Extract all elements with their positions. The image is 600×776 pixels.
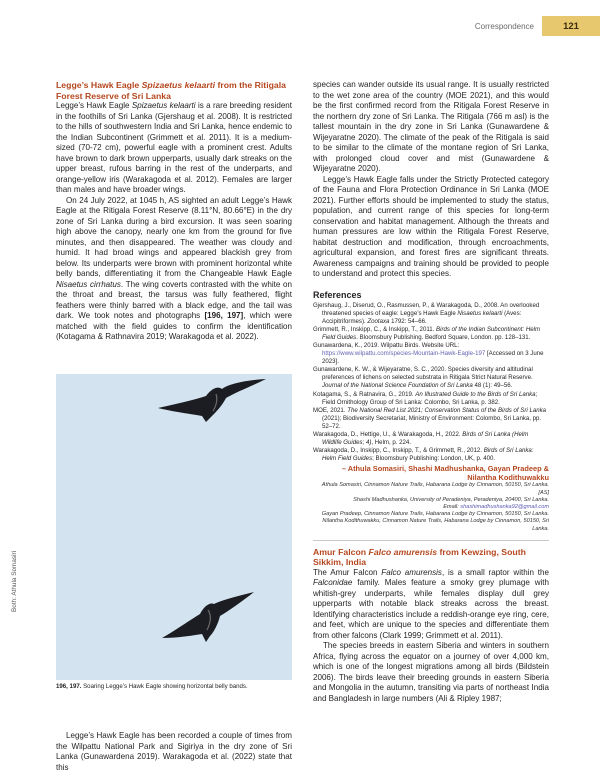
reference-item: Warakagoda, D., Inskipp, C., Inskipp, T., & Grimmett, R., 2012. Birds of Sri Lanka: Helm Field Guides; Bloomsbury Publishing: London, UK, p. 400. [313,447,534,463]
paragraph: The species breeds in eastern Siberia and winters in southern Africa, flying across the equator on a journey of over 4,000 km, which is one of the longest migrations among all birds (Bildstein 2006). The birds leave their breeding grounds in eastern Siberia and Mongolia in the autumn, transiting via parts of northeast India and Bangladesh in large numbers (Ali & Ripley 1987; [313,641,549,703]
reference-item: Kotagama, S., & Ratnavira, G., 2019. An Illustrated Guide to the Birds of Sri Lanka; Field Ornithology Group of Sri Lanka: Colombo, Sri Lanka, p. 382. [313,390,538,406]
right-column [313,80,549,704]
soaring-eagle-image [156,378,268,424]
reference-item: MOE, 2021. The National Red List 2021; Conservation Status of the Birds of Sri Lanka (2021); Biodiversity Secretariat, Ministry of Environment: Colombo, Sri Lanka, pp. 52–72. [313,406,547,430]
paragraph: Legge’s Hawk Eagle has been recorded a couple of times from the Wilpattu National Park and Sigiriya in the dry zone of Sri Lanka (Gunawardena 2019). Warakagoda et al. (2022) state that this [56,731,292,772]
reference-link[interactable]: https://www.wilpattu.com/species-Mountain-Hawk-Eagle-197 [322,350,486,358]
reference-item: Gunawardene, K. W., & Wijeyaratne, S. C., 2020. Species diversity and altitudinal preferences of lichens on selected substrata in Ritigala Strict Natural Reserve. Journal of the National Science Foundation of Sri Lanka 48 (1): 49–56. [313,366,533,390]
eagle-photo [56,374,292,680]
reference-item: Grimmett, R., Inskipp, C., & Inskipp, T., 2011. Birds of the Indian Subcontinent: Helm Field Guides. Bloomsbury Publishing. Bedford Square, London. pp. 128–131. [313,325,541,341]
left-column [56,80,292,343]
section-divider [313,540,549,541]
figure-caption: 196, 197. Soaring Legge’s Hawk Eagle showing horizontal belly bands. [56,683,248,690]
reference-item: Gunawardena, K., 2019. Wilpattu Birds. Website URL: https://www.wilpattu.com/species-Mountain-Hawk-Eagle-197 [Accessed on 3 June 2023]. [313,341,544,366]
article-title: Amur Falcon Falco amurensis from Kewzing, South Sikkim, India [313,546,526,568]
reference-item: Warakagoda, D., Hettige, U., & Warakagoda, H., 2022. Birds of Sri Lanka (Helm Wildlife Guides; 4), Helm, p. 224. [313,431,529,447]
paragraph: species can wander outside its usual range. It is usually restricted to the wet zone area of the country (MOE 2021), and this would be the first confirmed record from the Ritigala Forest Reserve in the northern dry zone of Sri Lanka. The Ritigala (766 m asl) is the tallest mountain in the dry zone in Sri Lanka (Gunawardene & Wijeyaratne 2020). The climate of the peak of the Ritigala is said to be similar to the climate of the montane region of Sri Lanka, with prolonged cloud cover and mist (Gunawardene & Wijeyaratne 2020). [313,80,549,173]
paragraph: Legge’s Hawk Eagle Spizaetus kelaarti is a rare breeding resident in the foothills of Sri Lanka (Gjershaug et al. 2008). It is restricted to the hills of southwestern India and Sri Lanka, hence endemic to the Indian Subcontinent (Grimmett et al. 2011). It is a medium-sized (70-72 cm), powerful eagle with a prominent crest. Adults have brown to dark brown upperparts, usually dark streaks on the upper breast, rufous barring in the rest of the underparts, and orange-yellow iris (Warakagoda et al. 2012). Females are larger than males and have broader wings. [56,101,293,194]
references-heading: References [313,289,362,300]
page-number: 121 [542,16,600,36]
author-names: – Athula Somasiri, Shashi Madhushanka, Gayan Pradeep & Nilantha Kodithuwakku [341,464,549,483]
photo-credit: Both: Athula Somasiri [11,550,18,612]
paragraph: Legge’s Hawk Eagle falls under the Strictly Protected category of the Fauna and Flora Protection Ordinance in Sri Lanka (MOE 2021). Further efforts should be implemented to study the status, population, and current range of this species for long-term conservation and habitat management. Although the threats and human pressures are low within the Ritigala Forest Reserve, habitat destruction and modification, through encroachments, agricultural expansion, and forest fires are significant threats. Awareness campaigns and training should be provided to people to understand and protect this species. [313,174,549,278]
left-column-bottom [56,731,292,773]
reference-item: Gjershaug, J., Diserud, O., Rasmussen, P., & Warakagoda, D., 2008. An overlooked threatened species of eagle: Legge’s Hawk Eagle Nisaetus kelaarti (Aves: Accipitriformes). Zootaxa 1792: 54–66. [313,301,540,325]
soaring-eagle-image [160,588,256,644]
paragraph: The Amur Falcon Falco amurensis, is a small raptor within the Falconidae family. Males feature a smoky grey plumage with whitish-grey underparts, while females display dull grey upperparts with notable black streaks across the breast. Identifying characteristics include a reddish-orange eye ring, cere, and feet, which are unique to the species and differentiate them from other falcons (Clark 1999; Grimmett et al. 2011). [313,567,549,640]
author-affiliations: Athula Somasiri, Cinnamon Nature Trails, Habarana Lodge by Cinnamon, 50150, Sri Lanka. [AS] Shashi Madhushanka, University of Peradeniya, Peradeniya, 20400, Sri Lanka. Email: shashimadhushanka92@gmail.com Gayan Pradeep, Cinnamon Nature Trails, Habarana Lodge by Cinnamon, 50150, Sri Lanka. Nilantha Kodithuwakku, Cinnamon Nature Trails, Habarana Lodge by Cinnamon, 50150, Sri Lanka. [321,482,549,532]
author-email[interactable]: shashimadhushanka92@gmail.com [460,503,549,510]
page-header [475,16,600,36]
section-label: Correspondence [474,21,534,31]
paragraph: On 24 July 2022, at 1045 h, AS sighted an adult Legge’s Hawk Eagle at the Ritigala Forest Reserve (8.11°N, 80.66°E) in the dry zone of Sri Lanka during a bird excursion. It was seen soaring high above the canopy, nearly one km from the ground for five minutes, and then disappeared. The weather was cloudy and humid. It had broad wings and appeared blackish grey from below. Its underparts were brown with prominent horizontal white belly bands, differentiating it from the Changeable Hawk Eagle Nisaetus cirrhatus. The wing coverts contrasted with the white on the throat and breast, the tarsus was fully feathered, flight feathers were thinly barred with a black edge, and the tail was dark. We took notes and photographs [196, 197], which were matched with the field guides to confirm the identification (Kotagama & Rathnavira 2019; Warakagoda et al. 2022). [56,195,292,341]
article-title: Legge’s Hawk Eagle Spizaetus kelaarti from the Ritigala Forest Reserve of Sri Lanka [56,80,286,101]
